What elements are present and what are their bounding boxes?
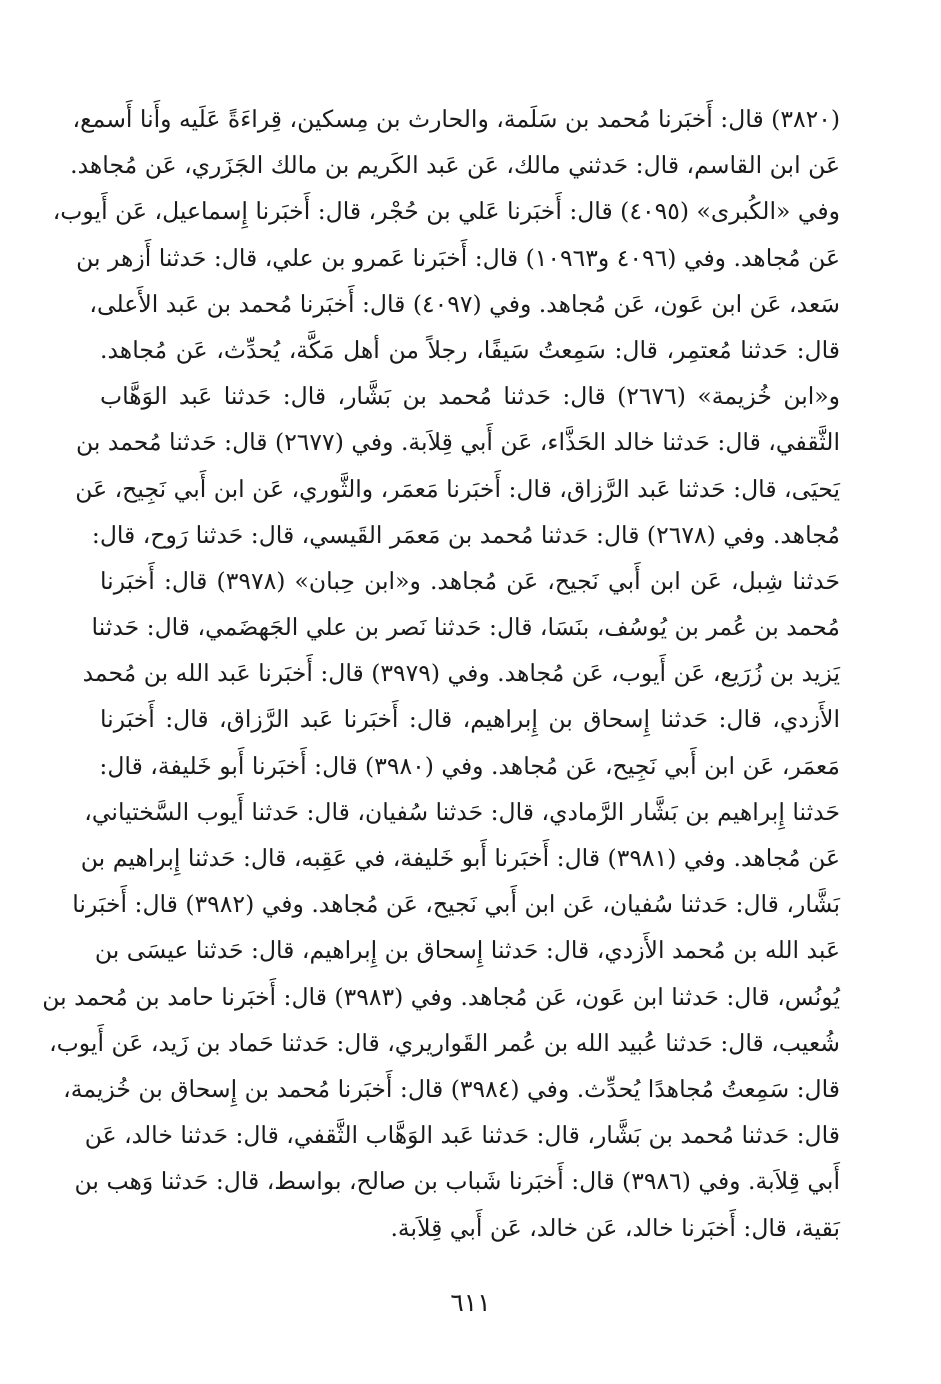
text-line-16: حَدثنا إِبراهيم بن بَشَّار الرَّمادي، قال: حَدثنا سُفيان، قال: حَدثنا أَيوب السَّختياني، bbox=[84, 797, 840, 826]
text-line-15: مَعمَر، عَن ابن أَبي نَجِيح، عَن مُجاهد. وفي (٣٩٨٠) قال: أَخبَرنا أَبو خَليفة، قال: bbox=[99, 751, 840, 780]
text-line-22: قال: سَمِعتُ مُجاهدًا يُحدِّث. وفي (٣٩٨٤) قال: أَخبَرنا مُحمد بن إِسحاق بن خُزيمة، bbox=[63, 1074, 840, 1103]
hadith-text-block bbox=[42, 96, 840, 1251]
text-line-17: عَن مُجاهد. وفي (٣٩٨١) قال: أَخبَرنا أَبو خَليفة، في عَقِبه، قال: حَدثنا إِبراهيم بن bbox=[80, 844, 840, 872]
text-line-19: عَبد الله بن مُحمد الأَزدي، قال: حَدثنا إِسحاق بن إِبراهيم، قال: حَدثنا عيسَى بن bbox=[94, 936, 840, 965]
text-line-3: وفي «الكُبرى» (٤٠٩٥) قال: أَخبَرنا عَلي بن حُجْر، قال: أَخبَرنا إِسماعيل، عَن أَيوب، bbox=[52, 197, 840, 226]
text-line-5: سَعد، عَن ابن عَون، عَن مُجاهد. وفي (٤٠٩٧) قال: أَخبَرنا مُحمد بن عَبد الأَعلى، bbox=[89, 289, 840, 318]
text-line-8: الثَّقفي، قال: حَدثنا خالد الحَذَّاء، عَن أَبي قِلاَبة. وفي (٢٦٧٧) قال: حَدثنا مُحمد بن bbox=[75, 428, 840, 457]
text-line-20: يُونُس، قال: حَدثنا ابن عَون، عَن مُجاهد. وفي (٣٩٨٣) قال: أَخبَرنا حامد بن مُحمد بن bbox=[42, 982, 840, 1011]
text-line-13: يَزيد بن زُرَيع، عَن أَيوب، عَن مُجاهد. وفي (٣٩٧٩) قال: أَخبَرنا عَبد الله بن مُحمد bbox=[82, 659, 840, 688]
text-line-21: شُعيب، قال: حَدثنا عُبيد الله بن عُمر القَواريري، قال: حَدثنا حَماد بن زَيد، عَن أَيوب، bbox=[49, 1028, 840, 1057]
text-line-18: بَشَّار، قال: حَدثنا سُفيان، عَن ابن أَبي نَجيح، عَن مُجاهد. وفي (٣٩٨٢) قال: أَخبَرنا bbox=[72, 890, 840, 919]
page-number: ٦١١ bbox=[450, 1288, 491, 1317]
text-line-7: و«ابن خُزيمة» (٢٦٧٦) قال: حَدثنا مُحمد بن بَشَّار، قال: حَدثنا عَبد الوَهَّاب bbox=[100, 382, 840, 411]
text-line-9: يَحيَى، قال: حَدثنا عَبد الرَّزاق، قال: أَخبَرنا مَعمَر، والثَّوري، عَن ابن أَبي نَجِيح، عَن bbox=[75, 474, 840, 503]
text-line-10: مُجاهد. وفي (٢٦٧٨) قال: حَدثنا مُحمد بن مَعمَر القَيسي، قال: حَدثنا رَوح، قال: bbox=[91, 520, 840, 549]
text-line-25: بَقية، قال: أَخبَرنا خالد، عَن خالد، عَن أَبي قِلاَبة. bbox=[390, 1213, 840, 1242]
text-line-2: عَن ابن القاسم، قال: حَدثني مالك، عَن عَبد الكَريم بن مالك الجَزَري، عَن مُجاهد. bbox=[70, 151, 840, 180]
text-line-23: قال: حَدثنا مُحمد بن بَشَّار، قال: حَدثنا عَبد الوَهَّاب الثَّقفي، قال: حَدثنا خالد، عَن bbox=[84, 1121, 840, 1150]
text-line-24: أَبي قِلاَبة. وفي (٣٩٨٦) قال: أَخبَرنا شَباب بن صالح، بواسط، قال: حَدثنا وَهب بن bbox=[74, 1167, 840, 1196]
text-line-4: عَن مُجاهد. وفي (٤٠٩٦ و١٠٩٦٣) قال: أَخبَرنا عَمرو بن علي، قال: حَدثنا أَزهر بن bbox=[76, 243, 840, 272]
text-line-6: قال: حَدثنا مُعتمِر، قال: سَمِعتُ سَيفًا، رجلاً من أهل مَكَّة، يُحدِّث، عَن مُجاهد. bbox=[100, 335, 840, 364]
text-line-14: الأَزدي، قال: حَدثنا إِسحاق بن إِبراهيم، قال: أَخبَرنا عَبد الرَّزاق، قال: أَخبَرنا bbox=[100, 705, 840, 734]
text-line-11: حَدثنا شِبل، عَن ابن أَبي نَجيح، عَن مُجاهد. و«ابن حِبان» (٣٩٧٨) قال: أَخبَرنا bbox=[100, 566, 840, 595]
text-line-1: (٣٨٢٠) قال: أَخبَرنا مُحمد بن سَلَمة، والحارث بن مِسكين، قِراءَةً عَلَيه وأَنا أَسمع، bbox=[72, 105, 840, 133]
text-line-12: مُحمد بن عُمر بن يُوسُف، بنَسَا، قال: حَدثنا نَصر بن علي الجَهضَمي، قال: حَدثنا bbox=[91, 613, 840, 642]
